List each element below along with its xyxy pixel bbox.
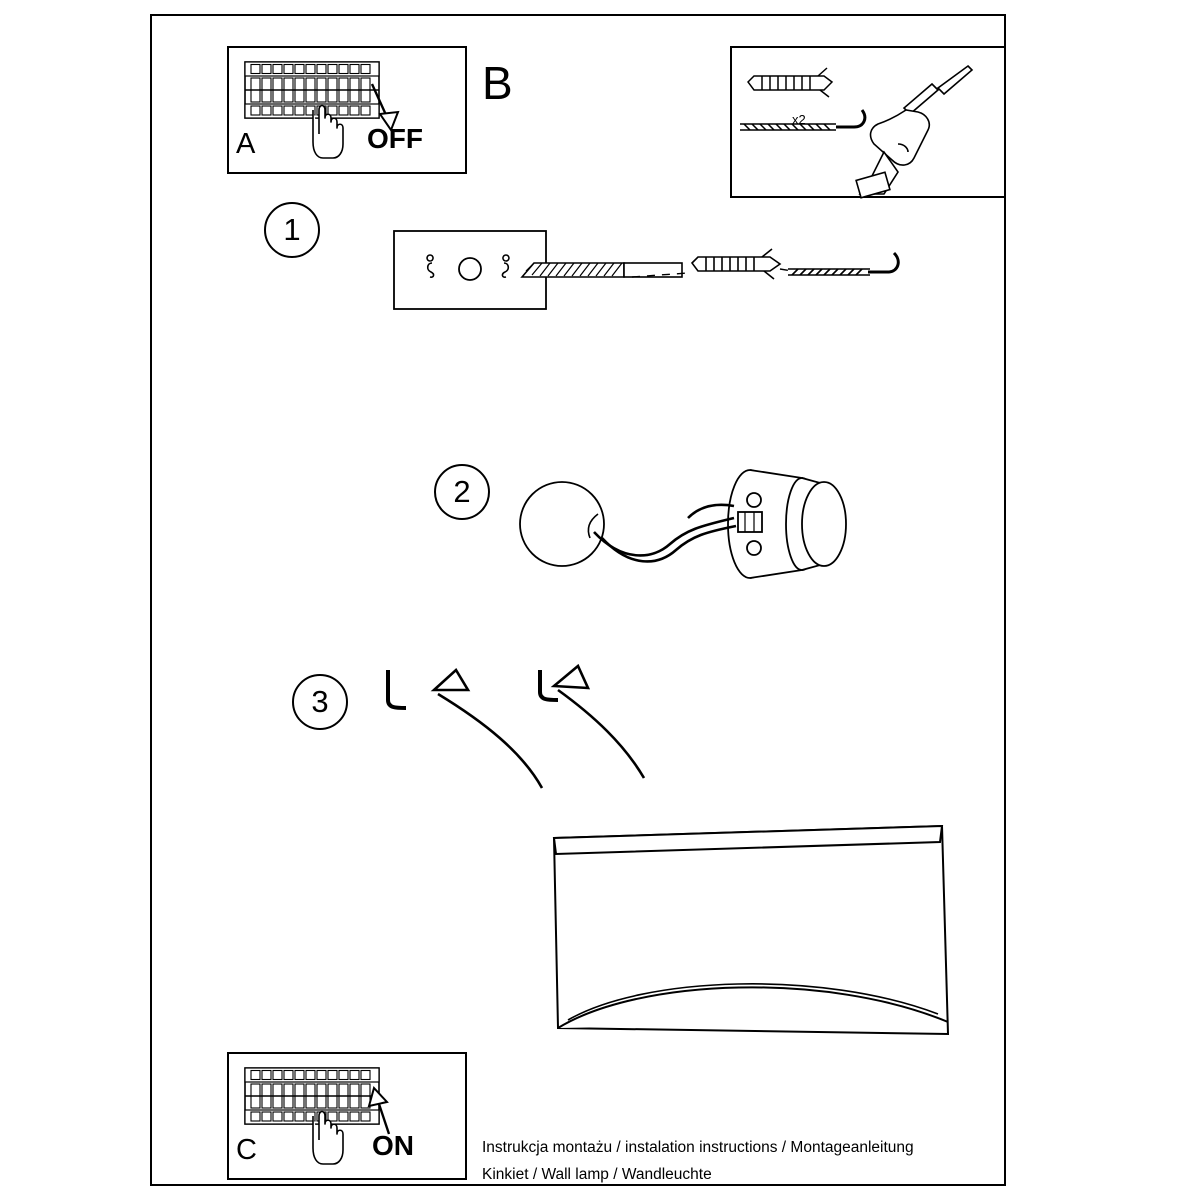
section-b-letter: B <box>482 57 513 109</box>
panel-c-letter: C <box>236 1134 258 1166</box>
panel-c-on-label: ON <box>372 1130 414 1161</box>
power-drill-icon <box>856 66 972 198</box>
hook-icon <box>388 670 558 708</box>
wiring-icon <box>594 505 736 562</box>
light-bulb-icon <box>520 482 604 566</box>
circuit-breaker-panel-icon <box>245 62 379 118</box>
footer-line-2: Kinkiet / Wall lamp / Wandleuchte <box>482 1166 712 1183</box>
instruction-sheet <box>150 14 1006 1186</box>
tools-quantity-label: x2 <box>792 112 806 127</box>
wall-lamp-body-icon <box>554 826 948 1034</box>
panel-c-breaker-on <box>227 1052 467 1180</box>
step-3-illustration <box>372 656 872 1056</box>
footer-line-1: Instrukcja montażu / instalation instructions / Montageanleitung <box>482 1139 914 1156</box>
breaker-panel-off-illustration <box>229 48 465 172</box>
panel-a-breaker-off <box>227 46 467 174</box>
step-1-number: 1 <box>264 202 320 258</box>
circuit-breaker-panel-icon <box>245 1068 379 1124</box>
arrow-head-icon <box>434 666 588 690</box>
tools-illustration <box>732 48 1004 196</box>
step-3-number: 3 <box>292 674 348 730</box>
lamp-socket-icon <box>728 470 846 578</box>
curved-arrow-icon <box>438 690 644 788</box>
breaker-panel-on-illustration <box>229 1054 465 1178</box>
wall-plate-icon <box>394 231 546 309</box>
hook-screw-icon <box>788 253 898 275</box>
step-1-illustration <box>392 211 872 341</box>
wall-plug-anchor-icon <box>748 68 832 97</box>
panel-a-letter: A <box>236 128 256 160</box>
tools-panel <box>730 46 1006 198</box>
drill-bit-icon <box>522 263 682 277</box>
step-2-number: 2 <box>434 464 490 520</box>
step-2-illustration <box>502 456 882 606</box>
footer-captions <box>482 1134 914 1188</box>
panel-a-off-label: OFF <box>367 123 423 154</box>
wall-plug-icon <box>692 249 780 279</box>
